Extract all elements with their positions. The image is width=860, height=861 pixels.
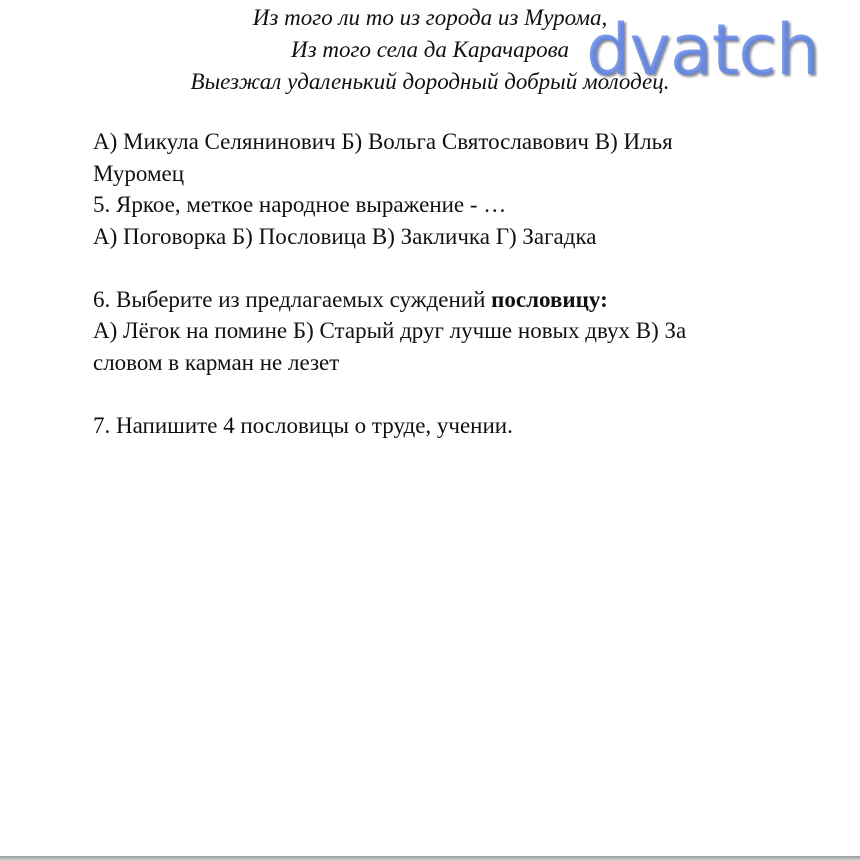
question-6-options-line-2: словом в карман не лезет — [93, 349, 340, 375]
question-4-options-line-2: Муромец — [93, 160, 185, 186]
question-6-options-line-1: А) Лёгок на помине Б) Старый друг лучше новых двух В) За — [93, 318, 687, 343]
question-6-text — [93, 284, 813, 316]
verse-line-2: Из того села да Карачарова — [291, 37, 569, 62]
blank-line — [93, 252, 813, 284]
question-5-options: А) Поговорка Б) Пословица В) Закличка Г) Загадка — [93, 223, 597, 249]
question-7-text: 7. Напишите 4 пословицы о труде, учении. — [93, 412, 513, 438]
questions-block — [93, 126, 813, 441]
verse-line-3: Выезжал удаленький дородный добрый молодец. — [190, 69, 670, 94]
question-6-prefix: 6. Выберите из предлагаемых суждений — [93, 286, 492, 312]
question-5-text: 5. Яркое, меткое народное выражение - … — [93, 192, 507, 217]
blank-line — [93, 378, 813, 410]
question-4-options-line-1: А) Микула Селянинович Б) Вольга Святославович В) Илья — [93, 129, 673, 154]
watermark-logo: dvatch — [586, 9, 820, 91]
bottom-divider — [0, 856, 860, 861]
verse-line-1: Из того ли то из города из Мурома, — [252, 5, 608, 30]
question-6-bold-keyword: пословицу: — [491, 286, 608, 312]
